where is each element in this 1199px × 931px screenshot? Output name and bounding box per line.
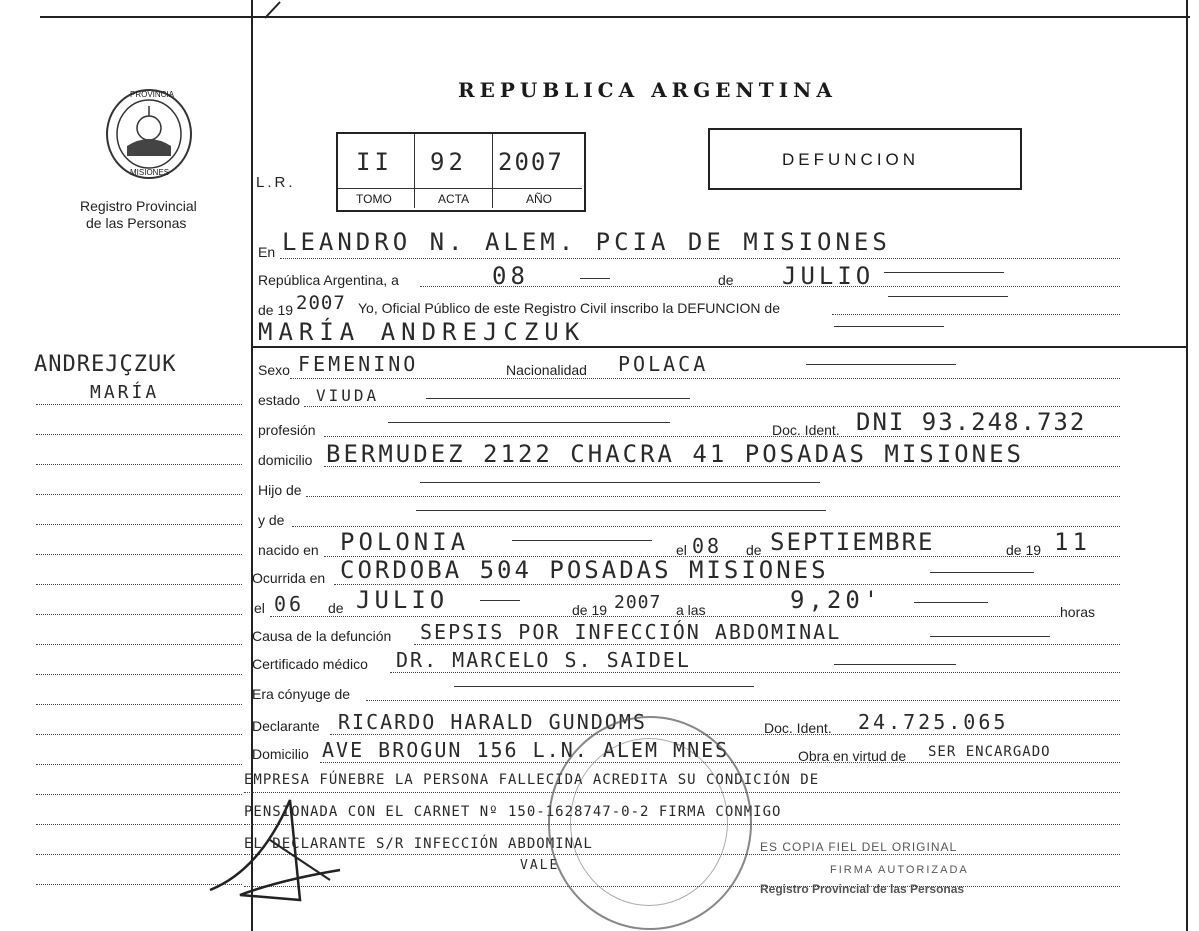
label-domicilio: domicilio [258, 452, 313, 468]
value-month: JULIO [782, 262, 875, 290]
value-place: LEANDRO N. ALEM. PCIA DE MISIONES [282, 228, 891, 256]
tomo-value: II [356, 148, 393, 176]
certification-stamp [740, 840, 1010, 900]
lr-label: L.R. [256, 174, 296, 191]
label-horas: horas [1060, 604, 1096, 620]
vale-text: VALE [520, 858, 560, 873]
label-certificado: Certificado médico [252, 656, 368, 672]
label-nacido-en: nacido en [258, 542, 319, 558]
value-fallec-dia: 06 [274, 592, 305, 616]
value-declarante-doc: 24.725.065 [858, 710, 1009, 734]
acta-value: 92 [430, 148, 467, 176]
right-border [1186, 0, 1188, 931]
value-nacido-dia: 08 [692, 534, 723, 558]
value-estado: VIUDA [316, 386, 380, 405]
label-obra: Obra en virtud de [798, 748, 907, 764]
value-fallec-mes: JULIO [356, 586, 449, 614]
value-declarante: RICARDO HARALD GUNDOMS [338, 710, 647, 734]
margin-given-name: MARÍA [90, 382, 160, 403]
label-profesion: profesión [258, 422, 316, 438]
province-seal [104, 88, 194, 184]
label-declarante: Declarante [252, 718, 320, 734]
stamp-text-3: Registro Provincial de las Personas [760, 882, 965, 896]
value-domicilio: BERMUDEZ 2122 CHACRA 41 POSADAS MISIONES [326, 440, 1024, 468]
value-sexo: FEMENINO [298, 352, 419, 376]
value-nacido-mes: SEPTIEMBRE [770, 528, 935, 556]
label-de-month: de [718, 272, 734, 288]
label-yo-oficial: Yo, Oficial Público de este Registro Civil inscribo la DEFUNCION de [358, 300, 780, 316]
value-doc-ident: DNI 93.248.732 [856, 408, 1087, 436]
label-en: En [258, 244, 276, 260]
label-nacionalidad: Nacionalidad [506, 362, 587, 378]
value-obra: SER ENCARGADO [928, 744, 1051, 760]
value-nacido-ano: 11 [1054, 528, 1091, 556]
label-doc-ident: Doc. Ident. [772, 422, 840, 438]
value-nacido-en: POLONIA [340, 528, 470, 556]
margin-surname: ANDREJÇZUK [34, 352, 177, 377]
label-hijo-de: Hijo de [258, 482, 302, 498]
label-de19-fallec: de 19 [572, 602, 608, 618]
ano-value: 2007 [498, 148, 564, 176]
label-el-nacido: el [676, 542, 687, 558]
value-deceased: MARÍA ANDREJCZUK [258, 318, 586, 346]
value-ocurrida-en: CORDOBA 504 POSADAS MISIONES [340, 556, 829, 584]
stamp-text-1: ES COPIA FIEL DEL ORIGINAL [760, 840, 958, 854]
label-causa: Causa de la defunción [252, 628, 392, 644]
tomo-label: TOMO [356, 192, 392, 206]
label-declarante-doc: Doc. Ident. [764, 720, 832, 736]
value-declarante-domicilio: AVE BROGUN 156 L.N. ALEM MNES [322, 738, 730, 762]
record-type: DEFUNCION [782, 150, 920, 169]
label-domicilio-declarante: Domicilio [252, 746, 309, 762]
ano-label: AÑO [526, 192, 553, 206]
round-stamp [548, 716, 752, 930]
top-border [40, 16, 1190, 18]
label-de19-nacido: de 19 [1006, 542, 1042, 558]
label-de-fallec: de [328, 600, 344, 616]
registry-name-line2: de las Personas [86, 215, 187, 231]
label-estado: estado [258, 392, 301, 408]
acta-label: ACTA [438, 192, 470, 206]
label-republica-a: República Argentina, a [258, 272, 399, 288]
value-day: 08 [492, 262, 529, 290]
record-type-box [708, 128, 1022, 190]
seal-text-bottom: MISIONES [130, 168, 170, 177]
label-ocurrida-en: Ocurrida en [252, 570, 326, 586]
value-nacionalidad: POLACA [618, 352, 709, 376]
label-de-nacido: de [746, 542, 762, 558]
value-fallec-ano: 2007 [614, 592, 662, 613]
label-de-19: de 19 [258, 302, 294, 318]
observation-line-1: EMPRESA FÚNEBRE LA PERSONA FALLECIDA ACREDITA SU CONDICIÓN DE [244, 772, 820, 788]
section-divider [251, 346, 1188, 348]
label-sexo: Sexo [258, 362, 290, 378]
signature-top [260, 0, 300, 20]
label-el-fallec: el [254, 600, 265, 616]
stamp-text-2: FIRMA AUTORIZADA [830, 864, 969, 876]
signature [200, 780, 360, 920]
value-certificado: DR. MARCELO S. SAIDEL [396, 648, 691, 672]
value-causa: SEPSIS POR INFECCIÓN ABDOMINAL [420, 620, 842, 644]
label-conyuge: Era cónyuge de [252, 686, 351, 702]
label-a-las: a las [676, 602, 706, 618]
country-title: REPUBLICA ARGENTINA [458, 78, 837, 102]
seal-text-top: PROVINCIA [130, 90, 175, 99]
value-year: 2007 [296, 292, 346, 314]
record-number-table [336, 132, 586, 212]
value-hora: 9,20' [790, 586, 883, 614]
observation-line-3: EL DECLARANTE S/R INFECCIÓN ABDOMINAL [244, 836, 593, 852]
registry-name-line1: Registro Provincial [80, 198, 197, 214]
observation-line-2: PENSIONADA CON EL CARNET Nº 150-1628747-0-2 FIRMA CONMIGO [244, 804, 782, 820]
label-y-de: y de [258, 512, 285, 528]
